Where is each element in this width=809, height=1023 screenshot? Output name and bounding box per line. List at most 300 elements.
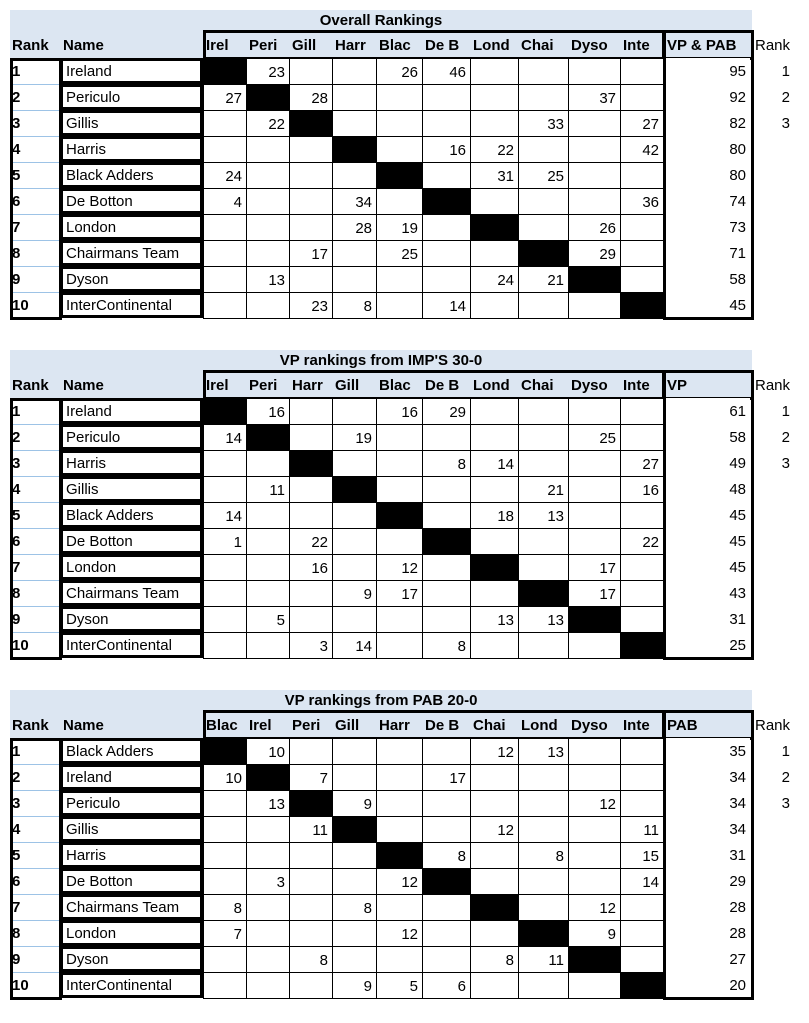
score-cell: 16 xyxy=(289,554,333,581)
score-cell: 21 xyxy=(518,476,569,503)
team-name-cell: Harris xyxy=(60,842,203,868)
rank-cell: 9 xyxy=(10,946,60,972)
score-cell xyxy=(422,738,471,765)
score-cell: 7 xyxy=(203,920,247,947)
score-cell: 25 xyxy=(568,424,621,451)
score-cell xyxy=(470,972,519,999)
total-cell: 48 xyxy=(663,476,750,502)
column-header: Lond xyxy=(473,377,510,394)
self-match-cell xyxy=(376,162,423,189)
score-cell xyxy=(203,292,247,319)
self-match-cell xyxy=(246,424,290,451)
score-cell: 10 xyxy=(203,764,247,791)
score-cell: 11 xyxy=(246,476,290,503)
row-separator xyxy=(10,632,60,633)
rank-cell: 4 xyxy=(10,476,60,502)
side-rank xyxy=(750,894,790,920)
score-cell xyxy=(470,476,519,503)
self-match-cell xyxy=(518,580,569,607)
score-cell xyxy=(203,632,247,659)
score-cell xyxy=(203,842,247,869)
score-cell xyxy=(422,606,471,633)
score-cell xyxy=(289,476,333,503)
score-cell: 5 xyxy=(376,972,423,999)
score-cell xyxy=(518,816,569,843)
column-header: Dyso xyxy=(571,717,608,734)
side-rank xyxy=(750,476,790,502)
score-cell xyxy=(422,162,471,189)
score-cell xyxy=(518,136,569,163)
score-cell xyxy=(620,606,664,633)
total-cell: 34 xyxy=(663,816,750,842)
score-cell: 16 xyxy=(246,398,290,425)
score-cell xyxy=(203,816,247,843)
total-cell: 45 xyxy=(663,292,750,318)
score-cell xyxy=(422,946,471,973)
column-header: Chai xyxy=(473,717,506,734)
score-cell: 25 xyxy=(518,162,569,189)
self-match-cell xyxy=(568,266,621,293)
total-cell: 35 xyxy=(663,738,750,764)
row-separator xyxy=(10,502,60,503)
score-cell xyxy=(289,606,333,633)
score-cell xyxy=(332,240,377,267)
column-header: Lond xyxy=(473,37,510,54)
team-name-cell: London xyxy=(60,214,203,240)
score-cell: 6 xyxy=(422,972,471,999)
rank-cell: 9 xyxy=(10,266,60,292)
score-cell: 46 xyxy=(422,58,471,85)
score-cell xyxy=(332,868,377,895)
score-cell xyxy=(203,266,247,293)
score-cell: 17 xyxy=(289,240,333,267)
score-cell xyxy=(376,292,423,319)
score-cell xyxy=(246,188,290,215)
score-cell xyxy=(620,946,664,973)
score-cell xyxy=(620,58,664,85)
row-separator xyxy=(10,188,60,189)
score-cell xyxy=(332,450,377,477)
rank-cell: 7 xyxy=(10,214,60,240)
score-cell xyxy=(568,528,621,555)
rank-cell: 5 xyxy=(10,502,60,528)
side-rank xyxy=(750,502,790,528)
row-separator xyxy=(10,476,60,477)
score-cell xyxy=(620,266,664,293)
score-cell: 16 xyxy=(376,398,423,425)
score-cell xyxy=(620,920,664,947)
rank-cell: 10 xyxy=(10,972,60,998)
side-rank: 3 xyxy=(781,455,790,472)
self-match-cell xyxy=(203,398,247,425)
team-name-cell: Dyson xyxy=(60,266,203,292)
total-cell: 29 xyxy=(663,868,750,894)
side-rank xyxy=(750,162,790,188)
score-cell xyxy=(470,240,519,267)
total-cell: 28 xyxy=(663,894,750,920)
team-name-cell: De Botton xyxy=(60,868,203,894)
score-cell xyxy=(246,240,290,267)
score-cell: 33 xyxy=(518,110,569,137)
score-cell: 23 xyxy=(246,58,290,85)
score-cell xyxy=(422,816,471,843)
team-name-cell: Chairmans Team xyxy=(60,580,203,606)
ranking-table xyxy=(10,10,800,322)
table-title: Overall Rankings xyxy=(10,10,752,32)
column-header: Peri xyxy=(249,37,278,54)
score-cell xyxy=(289,920,333,947)
column-header: De B xyxy=(425,377,460,394)
team-name-cell: InterContinental xyxy=(60,972,203,998)
side-rank xyxy=(750,266,790,292)
total-cell: 28 xyxy=(663,920,750,946)
self-match-cell xyxy=(568,946,621,973)
team-name-cell: Chairmans Team xyxy=(60,240,203,266)
score-cell: 17 xyxy=(422,764,471,791)
score-cell xyxy=(203,580,247,607)
score-cell xyxy=(376,816,423,843)
score-cell xyxy=(376,632,423,659)
score-cell xyxy=(246,214,290,241)
table-title: VP rankings from IMP'S 30-0 xyxy=(10,350,752,372)
self-match-cell xyxy=(289,450,333,477)
score-cell xyxy=(246,946,290,973)
team-name-cell: Harris xyxy=(60,136,203,162)
score-cell: 8 xyxy=(332,292,377,319)
rank-cell: 8 xyxy=(10,580,60,606)
score-cell xyxy=(289,398,333,425)
side-rank xyxy=(750,972,790,998)
score-cell xyxy=(289,214,333,241)
rank-cell: 2 xyxy=(10,424,60,450)
ranking-table xyxy=(10,350,800,662)
score-cell xyxy=(376,946,423,973)
ranking-table xyxy=(10,690,800,1002)
score-cell xyxy=(470,58,519,85)
name-header: Name xyxy=(63,717,104,734)
score-cell xyxy=(246,292,290,319)
score-cell xyxy=(376,110,423,137)
score-cell: 15 xyxy=(620,842,664,869)
score-cell: 25 xyxy=(376,240,423,267)
score-cell xyxy=(568,502,621,529)
score-cell xyxy=(203,136,247,163)
total-cell: 92 xyxy=(663,84,750,110)
rank-cell: 7 xyxy=(10,554,60,580)
score-cell: 14 xyxy=(203,424,247,451)
row-separator xyxy=(10,110,60,111)
team-name-cell: London xyxy=(60,554,203,580)
row-separator xyxy=(10,292,60,293)
score-cell: 8 xyxy=(422,842,471,869)
score-cell xyxy=(289,136,333,163)
total-cell: 71 xyxy=(663,240,750,266)
total-cell: 20 xyxy=(663,972,750,998)
score-cell xyxy=(422,580,471,607)
row-separator xyxy=(10,528,60,529)
rank-header: Rank xyxy=(12,37,49,54)
column-header: Blac xyxy=(379,377,411,394)
score-cell: 5 xyxy=(246,606,290,633)
side-rank: 3 xyxy=(781,795,790,812)
side-rank: 2 xyxy=(781,769,790,786)
score-cell xyxy=(620,580,664,607)
score-cell xyxy=(332,162,377,189)
score-cell: 27 xyxy=(620,450,664,477)
score-cell: 24 xyxy=(203,162,247,189)
score-cell: 8 xyxy=(203,894,247,921)
score-cell: 18 xyxy=(470,502,519,529)
rank-cell: 7 xyxy=(10,894,60,920)
score-cell xyxy=(470,84,519,111)
score-cell: 36 xyxy=(620,188,664,215)
score-cell xyxy=(568,188,621,215)
self-match-cell xyxy=(422,868,471,895)
row-separator xyxy=(10,162,60,163)
score-cell xyxy=(568,632,621,659)
total-cell: 58 xyxy=(663,266,750,292)
total-cell: 27 xyxy=(663,946,750,972)
score-cell xyxy=(518,764,569,791)
score-cell: 14 xyxy=(620,868,664,895)
score-cell: 42 xyxy=(620,136,664,163)
score-cell: 12 xyxy=(568,790,621,817)
total-cell: 34 xyxy=(663,790,750,816)
score-cell xyxy=(422,84,471,111)
rank-cell: 4 xyxy=(10,816,60,842)
rank-cell: 1 xyxy=(10,58,60,84)
column-header: Harr xyxy=(335,37,366,54)
score-cell xyxy=(289,188,333,215)
score-cell: 22 xyxy=(470,136,519,163)
score-cell: 26 xyxy=(568,214,621,241)
side-rank xyxy=(750,946,790,972)
row-separator xyxy=(10,868,60,869)
score-cell xyxy=(518,398,569,425)
score-cell: 14 xyxy=(332,632,377,659)
score-cell xyxy=(518,894,569,921)
total-cell: 34 xyxy=(663,764,750,790)
score-cell xyxy=(376,528,423,555)
side-rank xyxy=(750,528,790,554)
score-cell xyxy=(376,84,423,111)
score-cell: 13 xyxy=(246,266,290,293)
score-cell xyxy=(422,214,471,241)
score-cell xyxy=(568,816,621,843)
score-cell: 14 xyxy=(470,450,519,477)
score-cell xyxy=(568,972,621,999)
score-cell xyxy=(246,842,290,869)
score-cell xyxy=(620,398,664,425)
score-cell xyxy=(332,842,377,869)
score-cell xyxy=(376,738,423,765)
score-cell: 3 xyxy=(289,632,333,659)
team-name-cell: InterContinental xyxy=(60,632,203,658)
team-name-cell: Periculo xyxy=(60,790,203,816)
score-cell: 17 xyxy=(568,580,621,607)
self-match-cell xyxy=(246,764,290,791)
score-cell: 13 xyxy=(518,606,569,633)
score-cell: 8 xyxy=(518,842,569,869)
side-rank xyxy=(750,136,790,162)
side-rank-header: Rank xyxy=(755,377,791,394)
score-cell xyxy=(518,972,569,999)
score-cell xyxy=(332,738,377,765)
score-cell: 34 xyxy=(332,188,377,215)
score-cell xyxy=(422,790,471,817)
score-cell xyxy=(376,450,423,477)
score-cell xyxy=(620,790,664,817)
score-cell xyxy=(376,266,423,293)
team-name-cell: Dyson xyxy=(60,946,203,972)
side-rank: 1 xyxy=(781,63,790,80)
score-cell xyxy=(470,528,519,555)
column-header: Dyso xyxy=(571,377,608,394)
rank-cell: 5 xyxy=(10,842,60,868)
team-name-cell: Black Adders xyxy=(60,738,203,764)
self-match-cell xyxy=(470,554,519,581)
team-name-cell: Periculo xyxy=(60,424,203,450)
rank-cell: 3 xyxy=(10,450,60,476)
score-cell: 27 xyxy=(203,84,247,111)
score-cell xyxy=(246,972,290,999)
row-separator xyxy=(10,606,60,607)
self-match-cell xyxy=(246,84,290,111)
column-header: De B xyxy=(425,717,460,734)
score-cell xyxy=(332,946,377,973)
score-cell: 29 xyxy=(568,240,621,267)
rank-cell: 10 xyxy=(10,292,60,318)
score-cell xyxy=(332,920,377,947)
side-rank-header: Rank xyxy=(755,37,791,54)
self-match-cell xyxy=(620,292,664,319)
score-cell xyxy=(620,894,664,921)
column-header: Gill xyxy=(292,37,317,54)
team-name-cell: Gillis xyxy=(60,476,203,502)
rank-cell: 8 xyxy=(10,240,60,266)
score-cell xyxy=(620,764,664,791)
total-cell: 45 xyxy=(663,528,750,554)
rank-cell: 2 xyxy=(10,764,60,790)
column-header: Peri xyxy=(249,377,278,394)
score-cell xyxy=(289,972,333,999)
score-cell xyxy=(332,764,377,791)
score-cell: 11 xyxy=(620,816,664,843)
score-cell xyxy=(568,58,621,85)
score-cell xyxy=(203,214,247,241)
self-match-cell xyxy=(203,58,247,85)
side-rank xyxy=(750,188,790,214)
self-match-cell xyxy=(422,528,471,555)
score-cell xyxy=(332,502,377,529)
score-cell xyxy=(376,424,423,451)
score-cell xyxy=(518,790,569,817)
side-rank xyxy=(750,214,790,240)
score-cell xyxy=(620,84,664,111)
total-header: VP & PAB xyxy=(667,37,737,54)
column-header: Irel xyxy=(206,37,229,54)
self-match-cell xyxy=(203,738,247,765)
total-cell: 43 xyxy=(663,580,750,606)
table-title: VP rankings from PAB 20-0 xyxy=(10,690,752,712)
column-header: Dyso xyxy=(571,37,608,54)
score-cell xyxy=(289,58,333,85)
row-separator xyxy=(10,790,60,791)
score-cell xyxy=(518,214,569,241)
score-cell: 12 xyxy=(470,816,519,843)
score-cell xyxy=(332,266,377,293)
score-cell xyxy=(620,162,664,189)
team-name-cell: InterContinental xyxy=(60,292,203,318)
self-match-cell xyxy=(289,790,333,817)
row-separator xyxy=(10,946,60,947)
score-cell xyxy=(289,424,333,451)
score-cell xyxy=(518,58,569,85)
score-cell: 11 xyxy=(289,816,333,843)
row-separator xyxy=(10,554,60,555)
score-cell xyxy=(289,162,333,189)
row-separator xyxy=(10,240,60,241)
self-match-cell xyxy=(376,842,423,869)
total-cell: 80 xyxy=(663,136,750,162)
name-header: Name xyxy=(63,37,104,54)
row-separator xyxy=(10,424,60,425)
name-header: Name xyxy=(63,377,104,394)
team-name-cell: Periculo xyxy=(60,84,203,110)
score-cell: 29 xyxy=(422,398,471,425)
score-cell xyxy=(568,450,621,477)
row-separator xyxy=(10,580,60,581)
score-cell xyxy=(422,110,471,137)
score-cell: 11 xyxy=(518,946,569,973)
row-separator xyxy=(10,816,60,817)
score-cell: 28 xyxy=(289,84,333,111)
team-name-cell: Black Adders xyxy=(60,162,203,188)
column-header: Peri xyxy=(292,717,321,734)
score-cell: 10 xyxy=(246,738,290,765)
score-cell xyxy=(246,554,290,581)
column-header: Chai xyxy=(521,377,554,394)
score-cell xyxy=(203,946,247,973)
team-name-cell: Harris xyxy=(60,450,203,476)
score-cell xyxy=(246,528,290,555)
score-cell xyxy=(376,764,423,791)
column-header: Chai xyxy=(521,37,554,54)
score-cell xyxy=(246,450,290,477)
score-cell xyxy=(470,580,519,607)
score-cell xyxy=(568,842,621,869)
score-cell: 9 xyxy=(568,920,621,947)
self-match-cell xyxy=(518,240,569,267)
row-separator xyxy=(10,84,60,85)
team-name-cell: Black Adders xyxy=(60,502,203,528)
rank-cell: 2 xyxy=(10,84,60,110)
rank-cell: 5 xyxy=(10,162,60,188)
score-cell xyxy=(332,84,377,111)
score-cell: 23 xyxy=(289,292,333,319)
score-cell: 9 xyxy=(332,790,377,817)
self-match-cell xyxy=(620,632,664,659)
side-rank xyxy=(750,868,790,894)
side-rank xyxy=(750,292,790,318)
score-cell xyxy=(332,398,377,425)
self-match-cell xyxy=(518,920,569,947)
score-cell: 27 xyxy=(620,110,664,137)
side-rank: 1 xyxy=(781,743,790,760)
score-cell xyxy=(620,424,664,451)
score-cell xyxy=(518,528,569,555)
score-cell: 1 xyxy=(203,528,247,555)
